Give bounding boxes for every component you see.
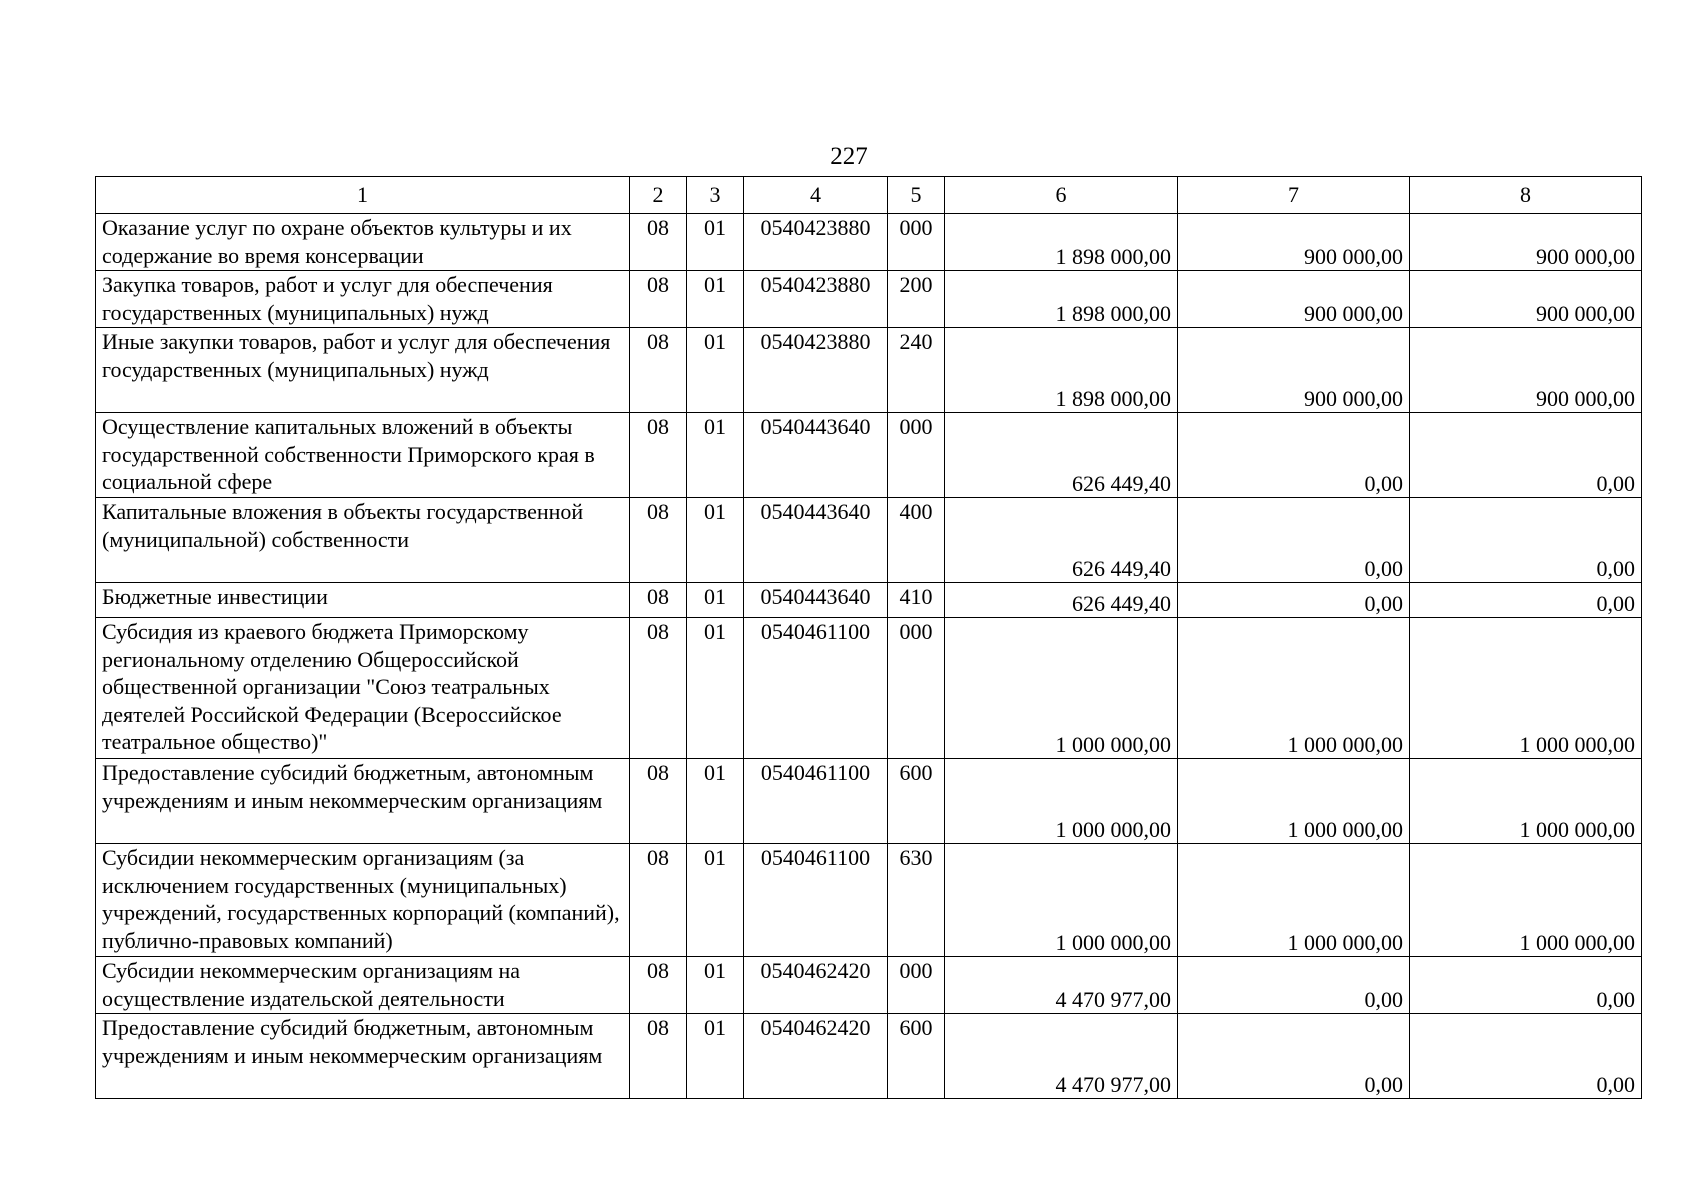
table-row	[96, 413, 1642, 498]
target-article-code: 0540461100	[744, 618, 888, 759]
table-row	[96, 844, 1642, 957]
amount-col6: 1 898 000,00	[945, 271, 1178, 328]
target-article-code: 0540462420	[744, 1014, 888, 1099]
subsection-code: 01	[687, 957, 744, 1014]
row-name: Субсидии некоммерческим организациям на осуществление издательской деятельности	[96, 957, 630, 1014]
col-header-4: 4	[744, 177, 888, 214]
amount-col6: 4 470 977,00	[945, 957, 1178, 1014]
row-name: Капитальные вложения в объекты государственной (муниципальной) собственности	[96, 498, 630, 583]
subsection-code: 01	[687, 844, 744, 957]
amount-col8: 900 000,00	[1410, 271, 1642, 328]
row-name: Предоставление субсидий бюджетным, автономным учреждениям и иным некоммерческим организациям	[96, 1014, 630, 1099]
amount-col8: 900 000,00	[1410, 328, 1642, 413]
amount-col6: 1 000 000,00	[945, 759, 1178, 844]
amount-col6: 4 470 977,00	[945, 1014, 1178, 1099]
section-code: 08	[630, 957, 687, 1014]
expense-type-code: 630	[888, 844, 945, 957]
subsection-code: 01	[687, 498, 744, 583]
amount-col6: 626 449,40	[945, 498, 1178, 583]
section-code: 08	[630, 759, 687, 844]
budget-table	[95, 176, 1642, 1099]
amount-col8: 1 000 000,00	[1410, 844, 1642, 957]
amount-col8: 0,00	[1410, 957, 1642, 1014]
col-header-3: 3	[687, 177, 744, 214]
amount-col6: 1 000 000,00	[945, 844, 1178, 957]
col-header-8: 8	[1410, 177, 1642, 214]
section-code: 08	[630, 271, 687, 328]
row-name: Бюджетные инвестиции	[96, 583, 630, 618]
section-code: 08	[630, 1014, 687, 1099]
amount-col7: 0,00	[1178, 498, 1410, 583]
page-number: 227	[830, 143, 868, 170]
subsection-code: 01	[687, 759, 744, 844]
table-row	[96, 271, 1642, 328]
row-name: Оказание услуг по охране объектов культуры и их содержание во время консервации	[96, 214, 630, 271]
section-code: 08	[630, 583, 687, 618]
table-row	[96, 583, 1642, 618]
expense-type-code: 600	[888, 1014, 945, 1099]
target-article-code: 0540423880	[744, 271, 888, 328]
amount-col7: 900 000,00	[1178, 328, 1410, 413]
subsection-code: 01	[687, 583, 744, 618]
amount-col8: 900 000,00	[1410, 214, 1642, 271]
subsection-code: 01	[687, 271, 744, 328]
row-name: Субсидии некоммерческим организациям (за исключением государственных (муниципальных) учреждений, государственных корпораций (компаний), публично-правовых компаний)	[96, 844, 630, 957]
amount-col8: 1 000 000,00	[1410, 759, 1642, 844]
amount-col7: 1 000 000,00	[1178, 618, 1410, 759]
row-name: Закупка товаров, работ и услуг для обеспечения государственных (муниципальных) нужд	[96, 271, 630, 328]
target-article-code: 0540423880	[744, 214, 888, 271]
col-header-1: 1	[96, 177, 630, 214]
table-row	[96, 498, 1642, 583]
section-code: 08	[630, 844, 687, 957]
row-name: Осуществление капитальных вложений в объекты государственной собственности Приморского края в социальной сфере	[96, 413, 630, 498]
amount-col7: 1 000 000,00	[1178, 759, 1410, 844]
amount-col6: 626 449,40	[945, 583, 1178, 618]
amount-col7: 0,00	[1178, 1014, 1410, 1099]
expense-type-code: 000	[888, 413, 945, 498]
table-row	[96, 328, 1642, 413]
target-article-code: 0540462420	[744, 957, 888, 1014]
table-row	[96, 957, 1642, 1014]
section-code: 08	[630, 328, 687, 413]
expense-type-code: 410	[888, 583, 945, 618]
row-name: Иные закупки товаров, работ и услуг для обеспечения государственных (муниципальных) нужд	[96, 328, 630, 413]
header-row	[96, 177, 1642, 214]
col-header-7: 7	[1178, 177, 1410, 214]
section-code: 08	[630, 498, 687, 583]
amount-col6: 626 449,40	[945, 413, 1178, 498]
expense-type-code: 400	[888, 498, 945, 583]
subsection-code: 01	[687, 214, 744, 271]
subsection-code: 01	[687, 1014, 744, 1099]
target-article-code: 0540443640	[744, 413, 888, 498]
amount-col7: 900 000,00	[1178, 271, 1410, 328]
col-header-6: 6	[945, 177, 1178, 214]
subsection-code: 01	[687, 328, 744, 413]
expense-type-code: 240	[888, 328, 945, 413]
amount-col6: 1 000 000,00	[945, 618, 1178, 759]
amount-col7: 0,00	[1178, 957, 1410, 1014]
col-header-5: 5	[888, 177, 945, 214]
amount-col7: 0,00	[1178, 583, 1410, 618]
amount-col6: 1 898 000,00	[945, 214, 1178, 271]
subsection-code: 01	[687, 618, 744, 759]
expense-type-code: 000	[888, 214, 945, 271]
section-code: 08	[630, 618, 687, 759]
amount-col8: 0,00	[1410, 1014, 1642, 1099]
target-article-code: 0540461100	[744, 759, 888, 844]
expense-type-code: 200	[888, 271, 945, 328]
amount-col8: 0,00	[1410, 413, 1642, 498]
target-article-code: 0540423880	[744, 328, 888, 413]
section-code: 08	[630, 413, 687, 498]
target-article-code: 0540443640	[744, 583, 888, 618]
row-name: Субсидия из краевого бюджета Приморскому региональному отделению Общероссийской общественной организации "Союз театральных деятелей Российской Федерации (Всероссийское театральное общество)"	[96, 618, 630, 759]
table-row	[96, 1014, 1642, 1099]
expense-type-code: 000	[888, 957, 945, 1014]
expense-type-code: 000	[888, 618, 945, 759]
section-code: 08	[630, 214, 687, 271]
target-article-code: 0540443640	[744, 498, 888, 583]
target-article-code: 0540461100	[744, 844, 888, 957]
amount-col6: 1 898 000,00	[945, 328, 1178, 413]
table-row	[96, 214, 1642, 271]
table-row	[96, 618, 1642, 759]
amount-col7: 1 000 000,00	[1178, 844, 1410, 957]
expense-type-code: 600	[888, 759, 945, 844]
table-row	[96, 759, 1642, 844]
amount-col8: 0,00	[1410, 498, 1642, 583]
amount-col8: 0,00	[1410, 583, 1642, 618]
row-name: Предоставление субсидий бюджетным, автономным учреждениям и иным некоммерческим организациям	[96, 759, 630, 844]
amount-col7: 900 000,00	[1178, 214, 1410, 271]
subsection-code: 01	[687, 413, 744, 498]
amount-col8: 1 000 000,00	[1410, 618, 1642, 759]
col-header-2: 2	[630, 177, 687, 214]
amount-col7: 0,00	[1178, 413, 1410, 498]
